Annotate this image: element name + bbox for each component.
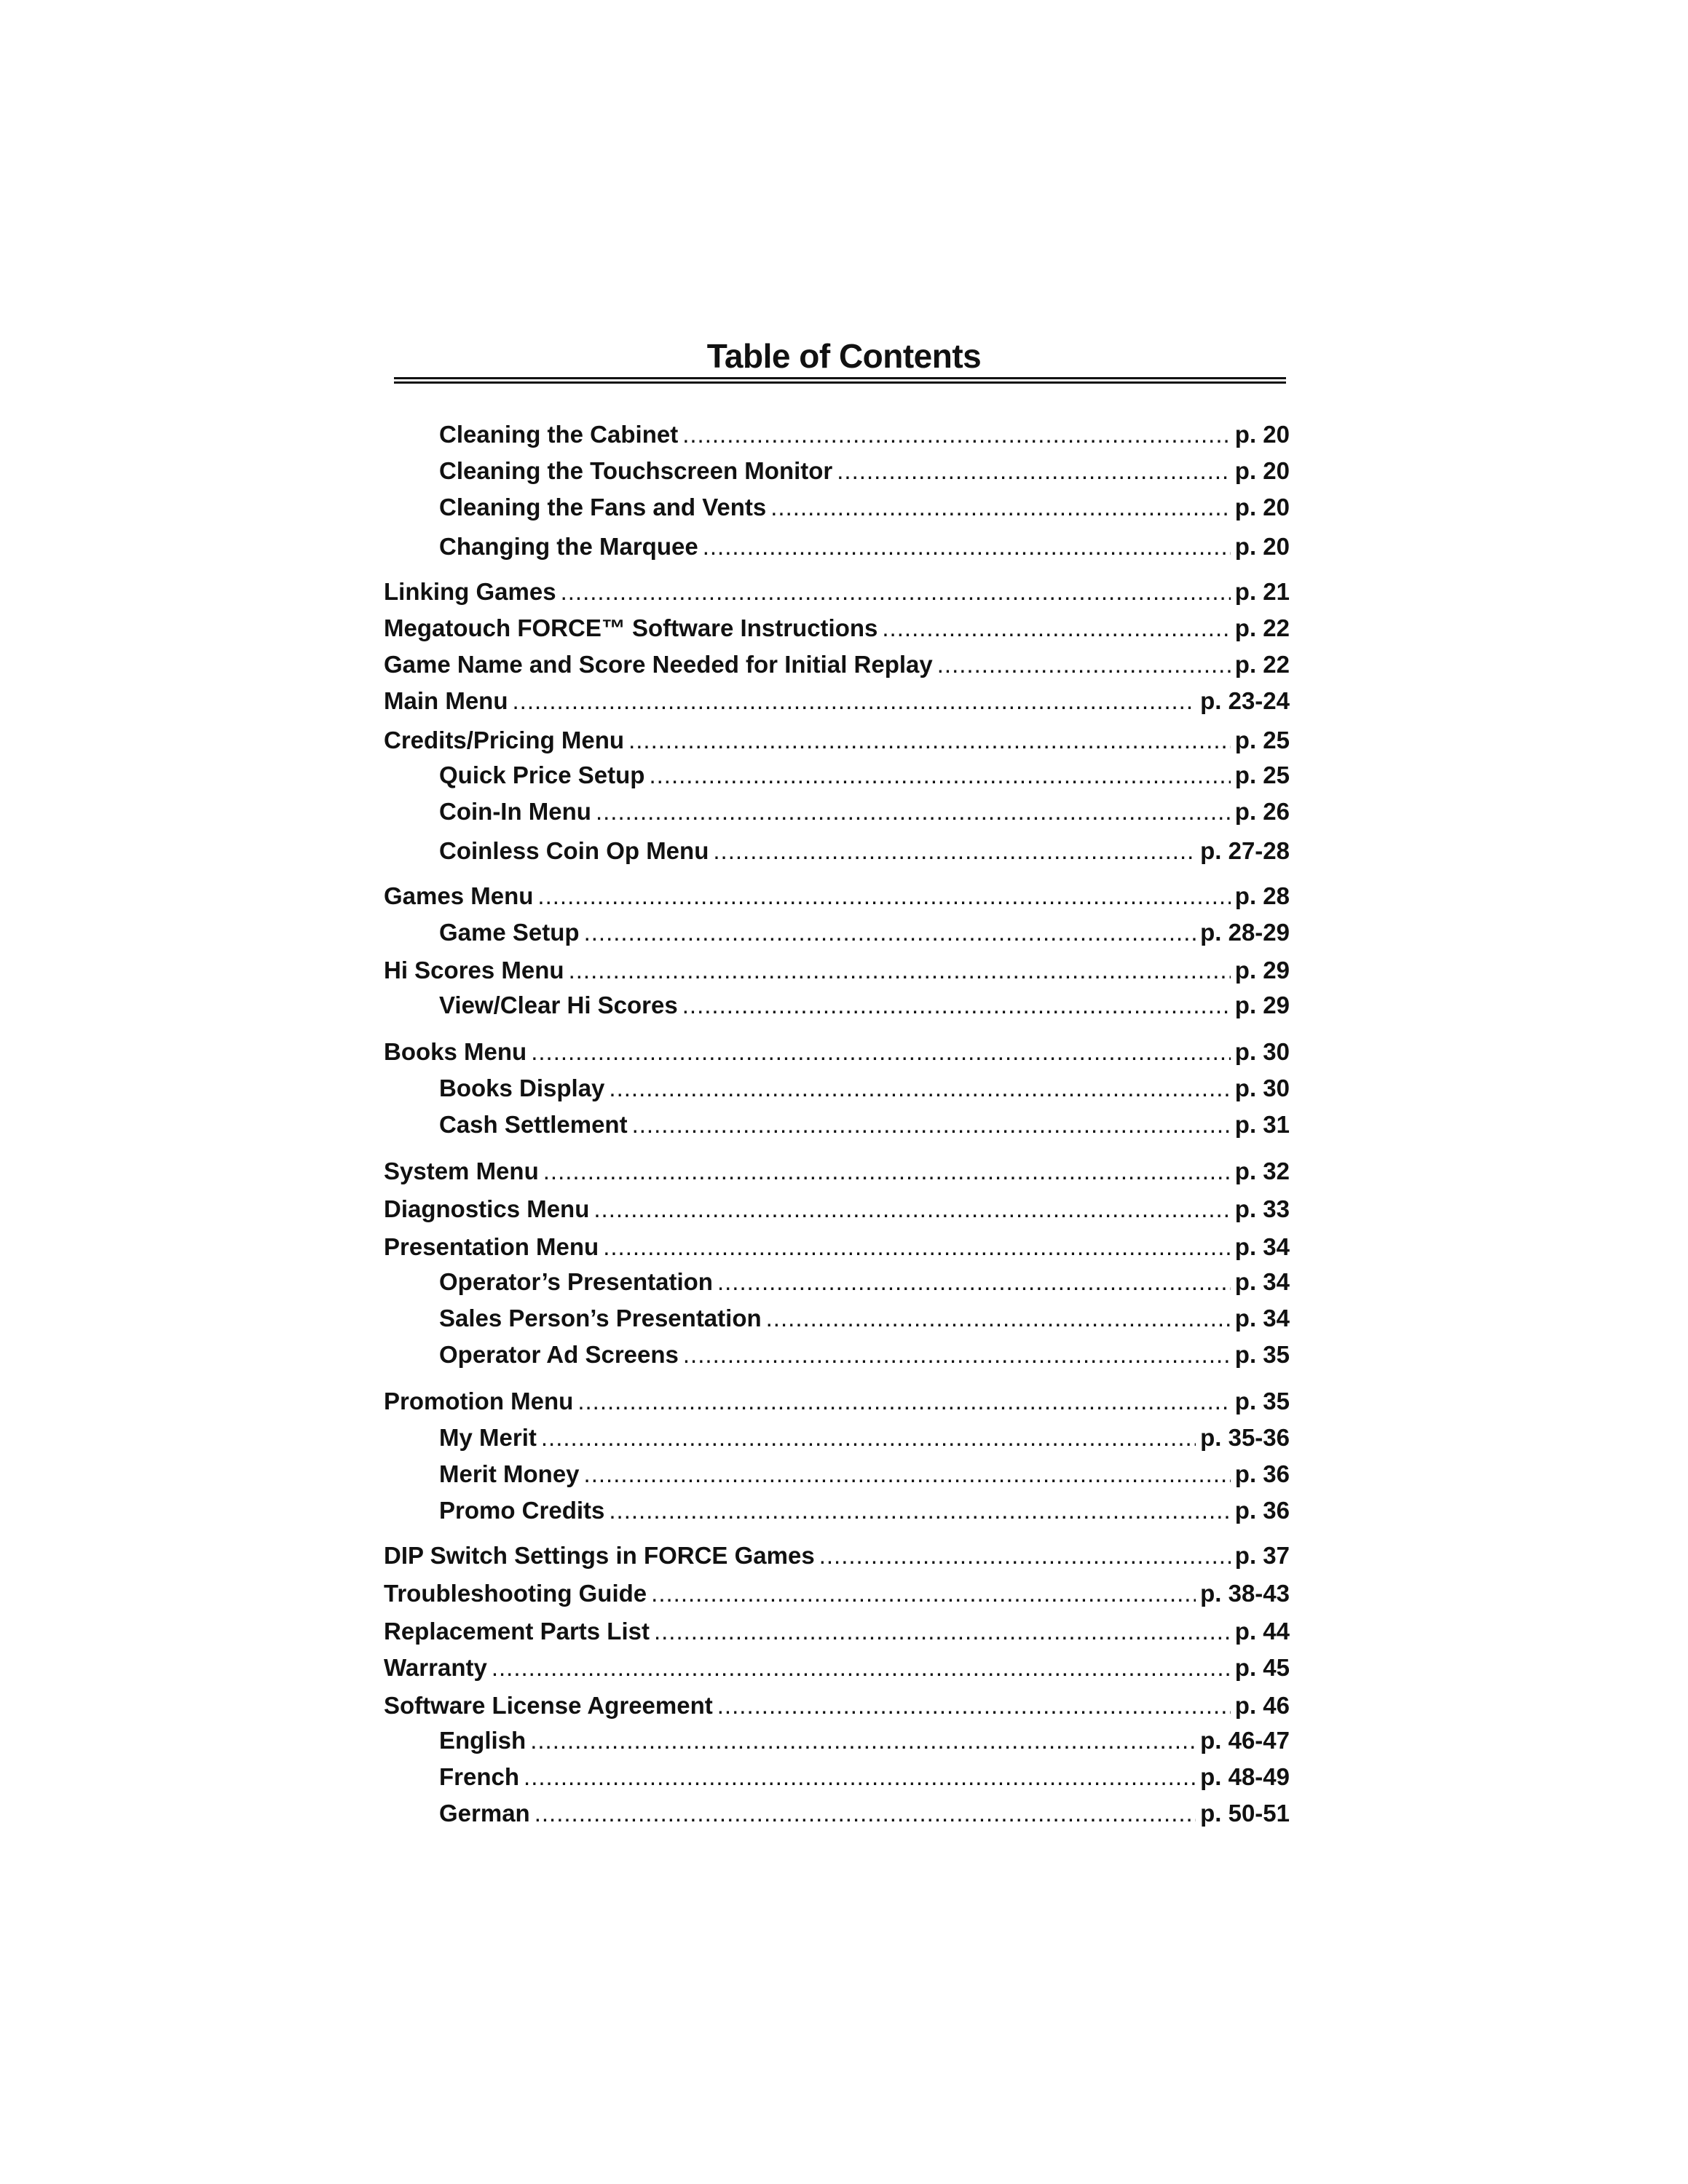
- toc-entry[interactable]: [439, 420, 1290, 449]
- toc-entry-page: p. 46-47: [1200, 1727, 1290, 1754]
- toc-entry-page: p. 20: [1234, 457, 1290, 484]
- toc-entry[interactable]: [384, 1233, 1290, 1262]
- toc-entry-page: p. 20: [1234, 494, 1290, 521]
- toc-entry-title: My Merit: [439, 1424, 537, 1451]
- dot-leader: [513, 687, 1196, 716]
- toc-entry[interactable]: [384, 726, 1290, 755]
- toc-entry-title: System Menu: [384, 1158, 539, 1184]
- toc-entry-title: Linking Games: [384, 578, 556, 605]
- toc-entry[interactable]: [384, 577, 1290, 606]
- toc-entry-title: Coinless Coin Op Menu: [439, 837, 709, 864]
- page-title: Table of Contents: [706, 337, 982, 375]
- toc-entry[interactable]: [384, 1617, 1290, 1646]
- dot-leader: [561, 577, 1231, 606]
- dot-leader: [682, 420, 1231, 449]
- toc-entry-page: p. 33: [1234, 1195, 1290, 1222]
- toc-entry-title: Changing the Marquee: [439, 533, 698, 560]
- toc-entry[interactable]: [439, 493, 1290, 522]
- toc-entry[interactable]: [384, 1037, 1290, 1067]
- toc-entry-page: p. 27-28: [1200, 837, 1290, 864]
- toc-entry-page: p. 50-51: [1200, 1800, 1290, 1827]
- toc-entry[interactable]: [439, 1762, 1290, 1792]
- toc-entry-page: p. 36: [1234, 1460, 1290, 1487]
- toc-entry[interactable]: [384, 956, 1290, 985]
- toc-entry[interactable]: [439, 1423, 1290, 1452]
- dot-leader: [577, 1387, 1230, 1416]
- toc-entry-page: p. 26: [1234, 798, 1290, 825]
- toc-entry-page: p. 22: [1234, 651, 1290, 678]
- toc-entry[interactable]: [439, 761, 1290, 790]
- toc-entry-page: p. 25: [1234, 727, 1290, 753]
- dot-leader: [682, 991, 1231, 1020]
- toc-entry[interactable]: [439, 1304, 1290, 1333]
- toc-entry-title: Presentation Menu: [384, 1233, 599, 1260]
- toc-entry-page: p. 21: [1234, 578, 1290, 605]
- toc-entry-title: Replacement Parts List: [384, 1618, 650, 1645]
- toc-entry-page: p. 28: [1234, 882, 1290, 909]
- toc-entry-page: p. 30: [1234, 1075, 1290, 1101]
- toc-entry[interactable]: [439, 1267, 1290, 1297]
- toc-entry[interactable]: [384, 1387, 1290, 1416]
- toc-entry-page: p. 36: [1234, 1497, 1290, 1524]
- toc-entry-title: Books Display: [439, 1075, 605, 1101]
- toc-entry-page: p. 48-49: [1200, 1763, 1290, 1790]
- toc-entry[interactable]: [384, 882, 1290, 911]
- toc-entry-page: p. 32: [1234, 1158, 1290, 1184]
- toc-entry-page: p. 23-24: [1200, 687, 1290, 714]
- toc-entry-title: Software License Agreement: [384, 1692, 713, 1719]
- dot-leader: [537, 882, 1230, 911]
- dot-leader: [632, 1110, 1231, 1139]
- toc-entry-title: Main Menu: [384, 687, 508, 714]
- dot-leader: [543, 1157, 1231, 1186]
- dot-leader: [651, 1579, 1196, 1608]
- toc-entry[interactable]: [384, 687, 1290, 716]
- toc-entry-title: Operator’s Presentation: [439, 1268, 713, 1295]
- toc-entry-page: p. 22: [1234, 614, 1290, 641]
- toc-entry-title: Game Name and Score Needed for Initial Replay: [384, 651, 933, 678]
- toc-entry[interactable]: [439, 1074, 1290, 1103]
- toc-entry[interactable]: [439, 456, 1290, 486]
- toc-entry[interactable]: [439, 1110, 1290, 1139]
- dot-leader: [819, 1541, 1231, 1570]
- toc-entry-page: p. 38-43: [1200, 1580, 1290, 1607]
- dot-leader: [584, 918, 1196, 947]
- dot-leader: [882, 614, 1230, 643]
- dot-leader: [649, 761, 1230, 790]
- toc-entry[interactable]: [384, 1691, 1290, 1720]
- toc-entry[interactable]: [439, 836, 1290, 866]
- dot-leader: [717, 1267, 1231, 1297]
- toc-entry-page: p. 44: [1234, 1618, 1290, 1645]
- dot-leader: [717, 1691, 1231, 1720]
- toc-entry-title: Coin-In Menu: [439, 798, 591, 825]
- toc-entry-page: p. 29: [1234, 957, 1290, 984]
- toc-entry-page: p. 25: [1234, 761, 1290, 788]
- toc-entry-title: View/Clear Hi Scores: [439, 992, 678, 1018]
- toc-entry-title: German: [439, 1800, 530, 1827]
- dot-leader: [609, 1074, 1230, 1103]
- toc-entry-page: p. 30: [1234, 1038, 1290, 1065]
- toc-entry-page: p. 37: [1234, 1542, 1290, 1569]
- toc-entry[interactable]: [439, 1460, 1290, 1489]
- toc-entry-title: Warranty: [384, 1654, 487, 1681]
- toc-entry-page: p. 35-36: [1200, 1424, 1290, 1451]
- toc-entry-title: Operator Ad Screens: [439, 1341, 679, 1368]
- toc-entry-title: Cleaning the Fans and Vents: [439, 494, 767, 521]
- toc-entry-title: Promotion Menu: [384, 1388, 574, 1415]
- toc-entry-title: Megatouch FORCE™ Software Instructions: [384, 614, 878, 641]
- toc-entry[interactable]: [384, 1541, 1290, 1570]
- dot-leader: [531, 1037, 1231, 1067]
- toc-entry-page: p. 34: [1234, 1305, 1290, 1332]
- toc-entry-page: p. 46: [1234, 1692, 1290, 1719]
- dot-leader: [837, 456, 1231, 486]
- toc-entry[interactable]: [439, 532, 1290, 561]
- toc-entry-title: Merit Money: [439, 1460, 580, 1487]
- toc-entry-page: p. 28-29: [1200, 919, 1290, 946]
- toc-entry-page: p. 29: [1234, 992, 1290, 1018]
- toc-entry[interactable]: [384, 650, 1290, 679]
- toc-entry-title: French: [439, 1763, 520, 1790]
- toc-entry-title: Sales Person’s Presentation: [439, 1305, 762, 1332]
- dot-leader: [937, 650, 1231, 679]
- toc-entry-title: Cash Settlement: [439, 1111, 628, 1138]
- toc-entry[interactable]: [384, 1579, 1290, 1608]
- dot-leader: [535, 1799, 1196, 1828]
- toc-entry-title: Quick Price Setup: [439, 761, 645, 788]
- dot-leader: [713, 836, 1196, 866]
- toc-entry-title: Cleaning the Cabinet: [439, 421, 679, 448]
- toc-entry[interactable]: [384, 614, 1290, 643]
- dot-leader: [703, 532, 1231, 561]
- dot-leader: [628, 726, 1231, 755]
- dot-leader: [541, 1423, 1196, 1452]
- toc-entry-page: p. 20: [1234, 421, 1290, 448]
- toc-entry-title: Game Setup: [439, 919, 580, 946]
- dot-leader: [569, 956, 1231, 985]
- toc-entry-page: p. 20: [1234, 533, 1290, 560]
- toc-entry[interactable]: [439, 1496, 1290, 1525]
- toc-entry-page: p. 35: [1234, 1341, 1290, 1368]
- dot-leader: [492, 1653, 1231, 1682]
- toc-entry-title: Cleaning the Touchscreen Monitor: [439, 457, 833, 484]
- toc-entry[interactable]: [384, 1157, 1290, 1186]
- toc-entry-page: p. 45: [1234, 1654, 1290, 1681]
- toc-entry[interactable]: [439, 1726, 1290, 1755]
- toc-entry[interactable]: [439, 1340, 1290, 1369]
- toc-entry[interactable]: [384, 1195, 1290, 1224]
- toc-entry-title: Promo Credits: [439, 1497, 605, 1524]
- toc-entry-title: Troubleshooting Guide: [384, 1580, 647, 1607]
- dot-leader: [654, 1617, 1231, 1646]
- toc-entry-title: English: [439, 1727, 526, 1754]
- dot-leader: [683, 1340, 1231, 1369]
- toc-entry[interactable]: [439, 1799, 1290, 1828]
- toc-entry[interactable]: [384, 1653, 1290, 1682]
- toc-entry-title: Credits/Pricing Menu: [384, 727, 625, 753]
- dot-leader: [524, 1762, 1196, 1792]
- dot-leader: [603, 1233, 1231, 1262]
- toc-entry-page: p. 34: [1234, 1233, 1290, 1260]
- dot-leader: [596, 797, 1231, 826]
- toc-entry-title: Diagnostics Menu: [384, 1195, 590, 1222]
- dot-leader: [584, 1460, 1231, 1489]
- dot-leader: [770, 493, 1231, 522]
- toc-entry-title: DIP Switch Settings in FORCE Games: [384, 1542, 815, 1569]
- toc-entry-page: p. 34: [1234, 1268, 1290, 1295]
- dot-leader: [609, 1496, 1230, 1525]
- toc-entry[interactable]: [439, 797, 1290, 826]
- toc-entry[interactable]: [439, 918, 1290, 947]
- dot-leader: [766, 1304, 1231, 1333]
- toc-entry-title: Hi Scores Menu: [384, 957, 564, 984]
- dot-leader: [530, 1726, 1196, 1755]
- toc-entry-title: Games Menu: [384, 882, 534, 909]
- toc-entry-page: p. 31: [1234, 1111, 1290, 1138]
- toc-entry[interactable]: [439, 991, 1290, 1020]
- dot-leader: [593, 1195, 1230, 1224]
- toc-entry-title: Books Menu: [384, 1038, 527, 1065]
- toc-entry-page: p. 35: [1234, 1388, 1290, 1415]
